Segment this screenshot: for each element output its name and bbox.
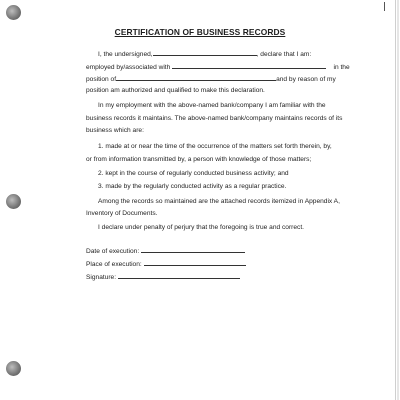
- para3-line-2: Inventory of Documents.: [86, 210, 158, 217]
- intro-line-3: position of and by reason of my: [86, 76, 336, 83]
- punch-hole-icon: [6, 361, 21, 376]
- position-blank[interactable]: [116, 74, 276, 81]
- document-title: CERTIFICATION OF BUSINESS RECORDS: [114, 27, 286, 37]
- place-blank[interactable]: [144, 259, 246, 266]
- intro-line-2: employed by/associated with in the: [86, 64, 350, 71]
- para2-line-3: business which are:: [86, 127, 144, 134]
- item-1-line-2: or from information transmitted by, a person with knowledge of those matters;: [86, 156, 312, 163]
- page-edge: [395, 0, 396, 400]
- item-3: 3. made by the regularly conducted activity as a regular practice.: [98, 183, 287, 190]
- date-blank[interactable]: [141, 246, 245, 253]
- para2-line-1: In my employment with the above-named bank/company I am familiar with the: [98, 102, 326, 109]
- signature-blank[interactable]: [118, 272, 240, 279]
- date-field: Date of execution:: [86, 246, 245, 256]
- employer-blank[interactable]: [172, 62, 326, 69]
- page-edge-shadow: [397, 0, 399, 400]
- para3-line-1: Among the records so maintained are the attached records itemized in Appendix A,: [98, 198, 340, 205]
- perjury-declaration: I declare under penalty of perjury that the foregoing is true and correct.: [98, 224, 304, 231]
- item-2: 2. kept in the course of regularly conducted business activity; and: [98, 170, 289, 177]
- para2-line-2: business records it maintains. The above-named bank/company maintains records of its: [86, 115, 343, 122]
- name-blank[interactable]: [153, 49, 257, 56]
- intro-line-4: position am authorized and qualified to make this declaration.: [86, 87, 265, 94]
- item-1-line-1: 1. made at or near the time of the occurrence of the matters set forth therein, by,: [98, 143, 332, 150]
- signature-field: Signature:: [86, 272, 240, 282]
- place-field: Place of execution:: [86, 259, 246, 269]
- intro-line-1: I, the undersigned, , declare that I am:: [98, 51, 312, 58]
- punch-hole-icon: [6, 5, 21, 20]
- punch-hole-icon: [6, 194, 21, 209]
- scan-mark: [384, 2, 390, 11]
